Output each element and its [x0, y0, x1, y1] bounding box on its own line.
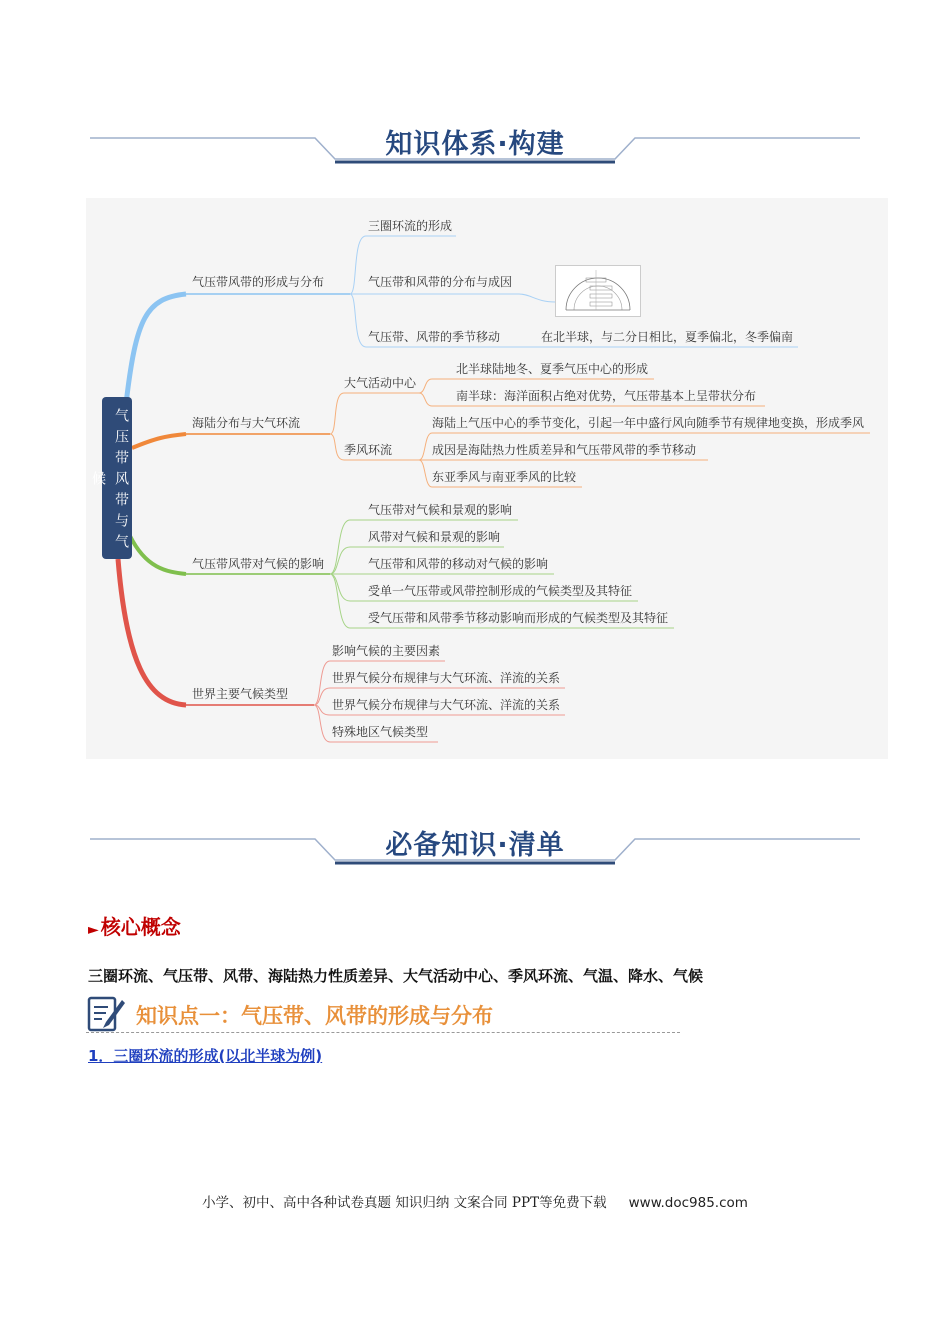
- branch-world-climate-types: 世界主要气候类型: [192, 687, 289, 701]
- knowledge-point-title: 知识点一：气压带、风带的形成与分布: [136, 1004, 493, 1028]
- node-seasonal-shift: 气压带、风带的季节移动: [368, 330, 501, 344]
- mind-map: [86, 198, 888, 759]
- item-three-cell-circulation-link[interactable]: 1．三圈环流的形成(以北半球为例): [88, 1047, 323, 1065]
- banner-title: 知识体系·构建: [385, 129, 565, 160]
- footer-url[interactable]: www.doc985.com: [628, 1195, 748, 1211]
- triangle-bullet-icon: ►: [88, 922, 99, 938]
- branch-formation-distribution: 气压带风带的形成与分布: [192, 275, 325, 289]
- mind-map-root: 气压带风带与气候: [102, 397, 132, 559]
- core-concept-heading-text: 核心概念: [100, 915, 181, 939]
- footer-text: 小学、初中、高中各种试卷真题 知识归纳 文案合同 PPT等免费下载: [202, 1195, 607, 1211]
- branch-land-sea-circulation: 海陆分布与大气环流: [192, 416, 301, 430]
- pressure-belt-diagram-thumbnail: [555, 265, 641, 317]
- node-seasonal-shift-note: 在北半球，与二分日相比，夏季偏北，冬季偏南: [541, 330, 794, 344]
- leaf-monsoon-comparison: 东亚季风与南亚季风的比较: [432, 470, 577, 484]
- leaf-monsoon-definition: 海陆上气压中心的季节变化，引起一年中盛行风向随季节有规律地变换，形成季风: [432, 416, 865, 430]
- core-concepts-list: 三圈环流、气压带、风带、海陆热力性质差异、大气活动中心、季风环流、气温、降水、气候: [88, 967, 704, 985]
- node-single-belt-climate: 受单一气压带或风带控制形成的气候类型及其特征: [368, 584, 633, 598]
- node-belt-distribution-cause: 气压带和风带的分布与成因: [368, 275, 513, 289]
- leaf-north-pressure-centers: 北半球陆地冬、夏季气压中心的形成: [456, 362, 649, 376]
- core-concept-heading: [88, 911, 181, 940]
- node-belt-shift-impact: 气压带和风带的移动对气候的影响: [368, 557, 549, 571]
- node-special-climate-types: 特殊地区气候类型: [332, 725, 429, 739]
- page-footer: [0, 1191, 950, 1211]
- leaf-monsoon-cause: 成因是海陆热力性质差异和气压带风带的季节移动: [432, 443, 697, 457]
- node-action-centers: 大气活动中心: [344, 376, 417, 390]
- node-monsoon-circulation: 季风环流: [344, 443, 393, 457]
- node-seasonal-belt-climate: 受气压带和风带季节移动影响而形成的气候类型及其特征: [368, 611, 669, 625]
- section-banner-top: [90, 110, 860, 180]
- notebook-pencil-icon: [86, 994, 126, 1034]
- node-wind-belt-impact: 风带对气候和景观的影响: [368, 530, 501, 544]
- node-climate-factors: 影响气候的主要因素: [332, 644, 441, 658]
- section-banner-bottom: [90, 811, 860, 881]
- leaf-south-hemisphere: 南半球：海洋面积占绝对优势，气压带基本上呈带状分布: [456, 389, 757, 403]
- node-three-cell-circulation: 三圈环流的形成: [368, 219, 453, 233]
- node-climate-distribution-a: 世界气候分布规律与大气环流、洋流的关系: [332, 671, 561, 685]
- branch-belt-climate-impact: 气压带风带对气候的影响: [192, 557, 325, 571]
- knowledge-point-divider: [86, 1032, 680, 1033]
- node-climate-distribution-b: 世界气候分布规律与大气环流、洋流的关系: [332, 698, 561, 712]
- banner-title: 必备知识·清单: [385, 830, 565, 861]
- node-pressure-belt-impact: 气压带对气候和景观的影响: [368, 503, 513, 517]
